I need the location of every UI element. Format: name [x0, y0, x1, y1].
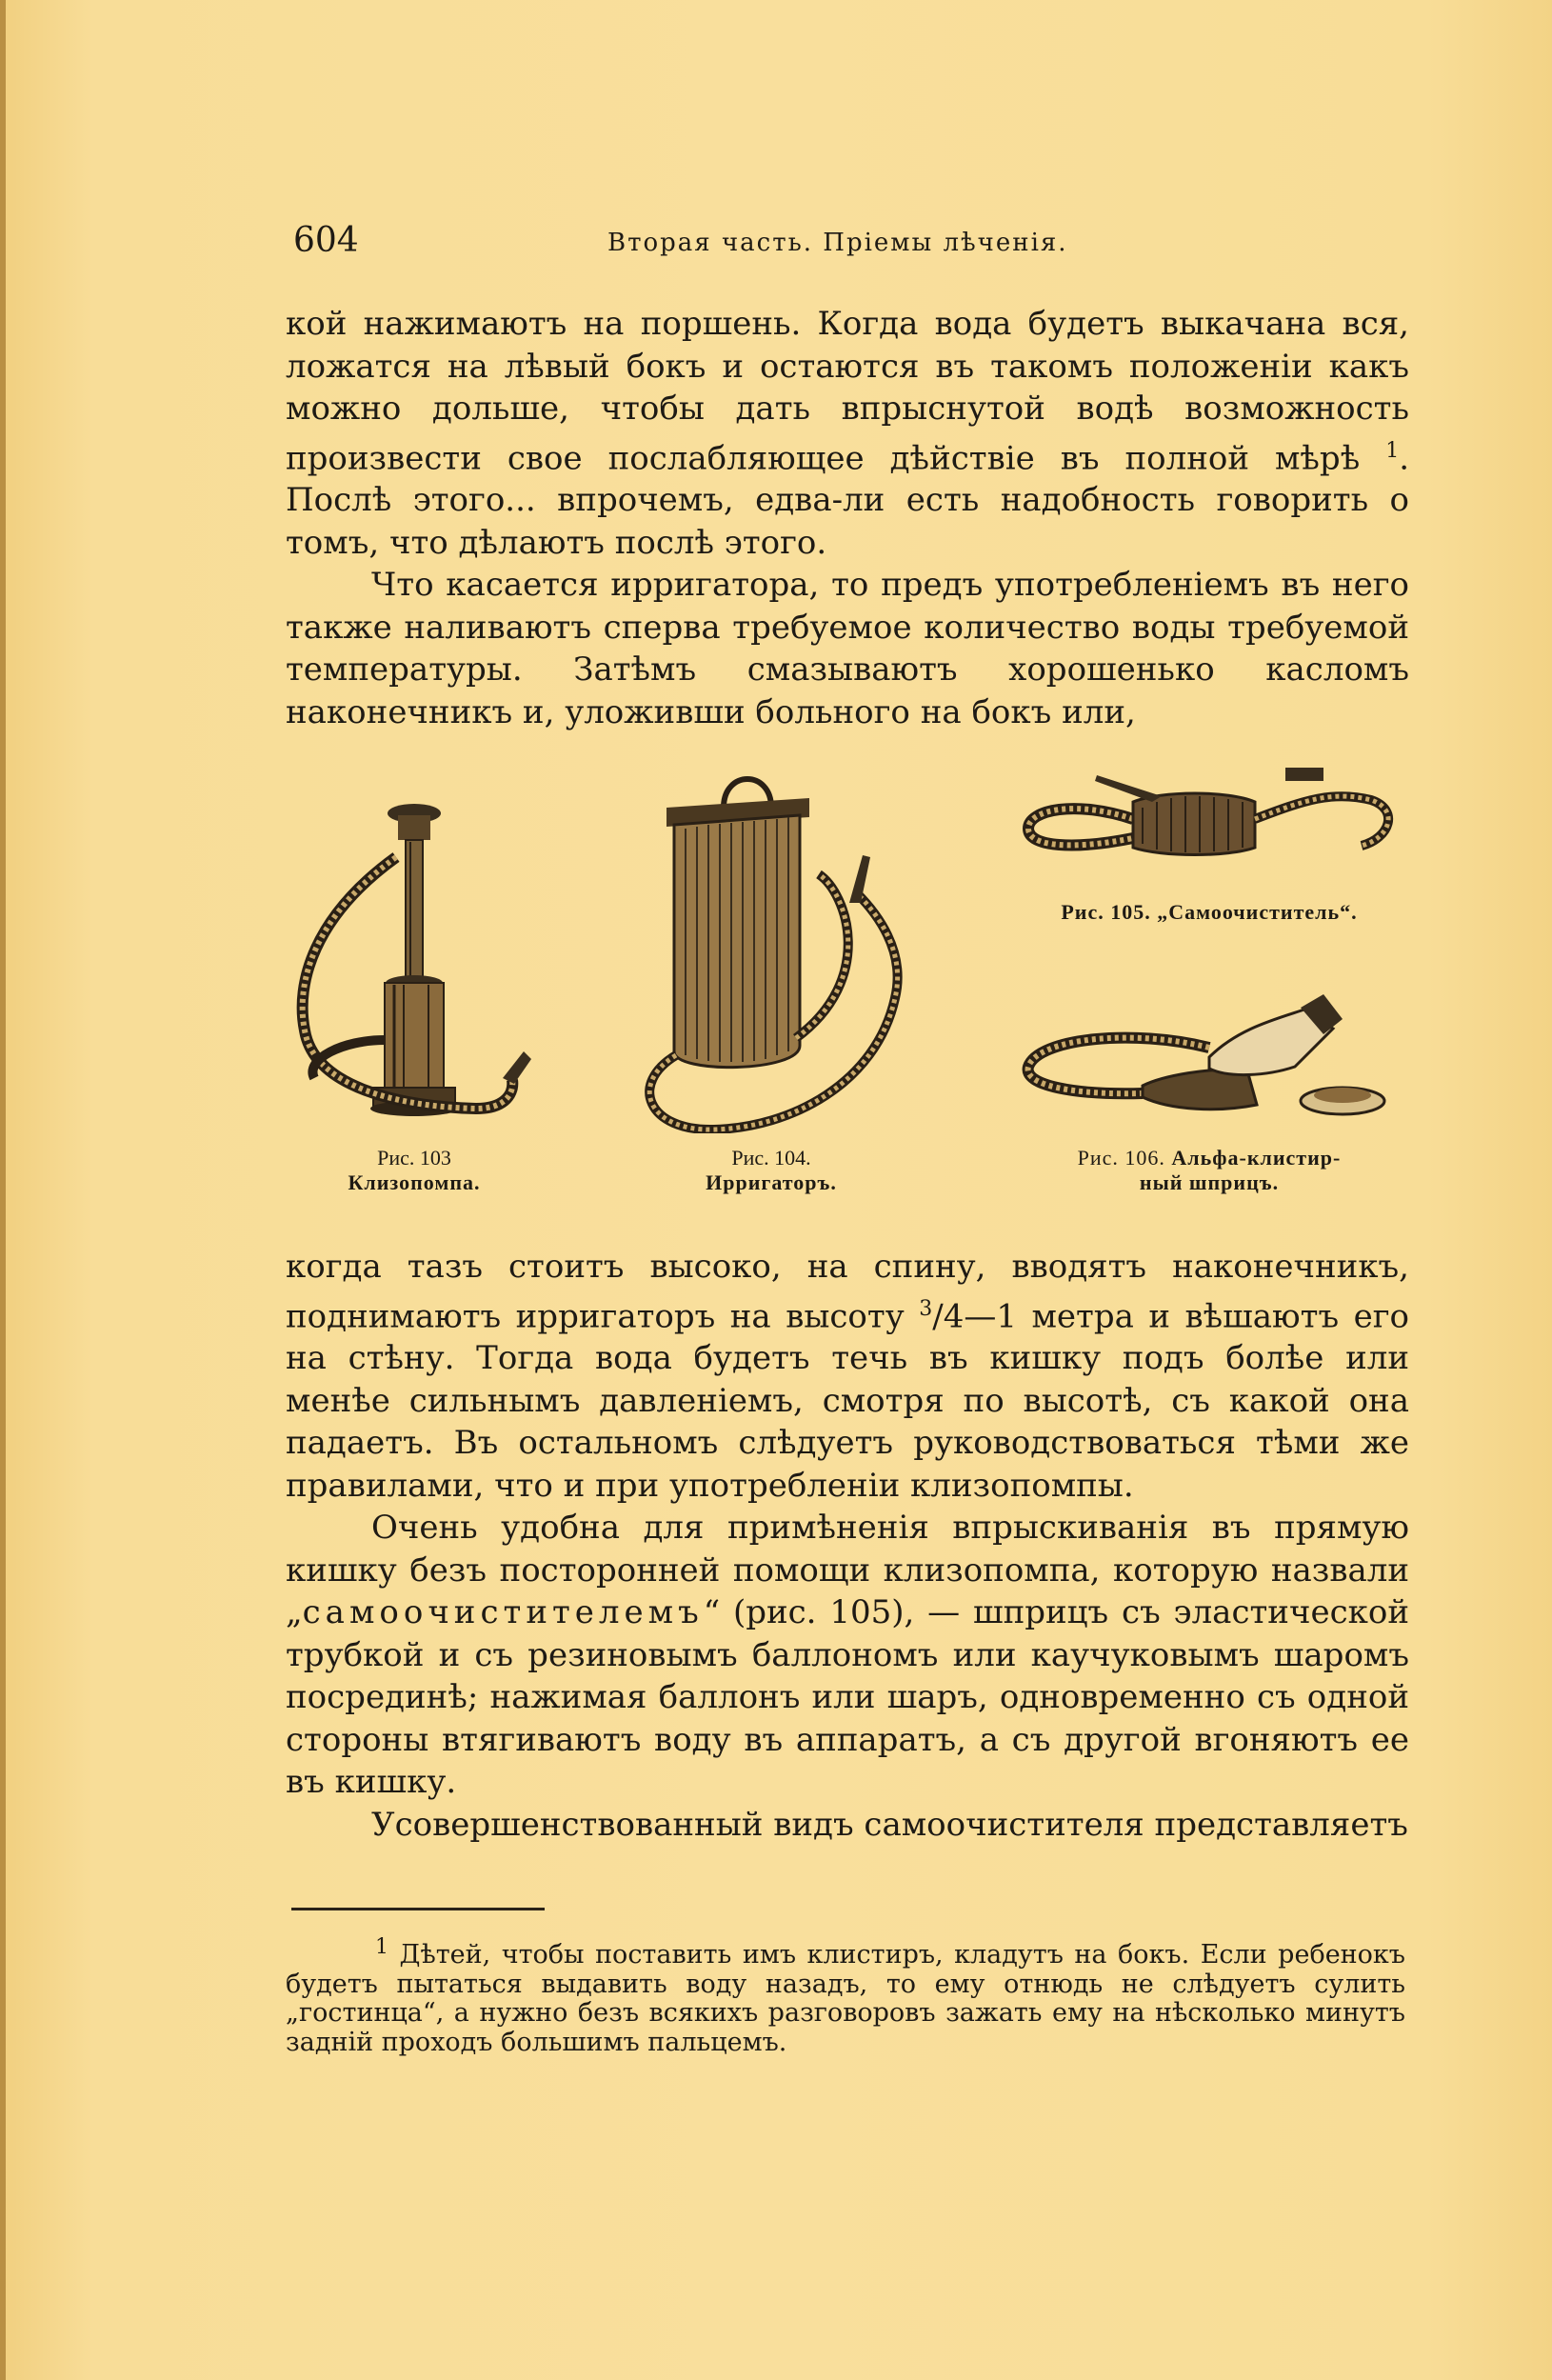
- footnote-ref[interactable]: 1: [1385, 438, 1400, 463]
- paragraph-3: когда тазъ стоитъ высоко, на спину, вводятъ наконечникъ, поднимаютъ ирригаторъ на высоту $^3$/4—1 метра и вѣшаютъ его на стѣну. Тогда вода будетъ течь въ кишку подъ болѣе или менѣе сильнымъ давленіемъ, смотря по высотѣ, съ какой она падаетъ. Въ остальномъ слѣдуетъ руководствоваться тѣми же правилами, что и при употребленіи клизопомпы.: [286, 1248, 1410, 1505]
- enema-pump-illustration: [286, 802, 543, 1126]
- running-header: [284, 215, 1407, 272]
- figure-104-caption: Рис. 104. Ирригаторъ.: [706, 1146, 837, 1194]
- irrigator-illustration: [628, 770, 914, 1133]
- figure-106-caption: Рис. 106. Альфа-клистир- ный шприцъ.: [1077, 1146, 1342, 1194]
- paragraph-1: кой нажимаютъ на поршень. Когда вода будетъ выкачана вся, ложатся на лѣвый бокъ и остаются въ такомъ положеніи какъ можно дольше, чтобы дать впрыснутой водѣ возможность произвести свое послабляющее дѣйствіе въ полной мѣрѣ $^1$. Послѣ этого... впрочемъ, едва-ли есть надобность говорить о томъ, что дѣлаютъ послѣ этого.: [286, 305, 1410, 562]
- footnote-divider: [291, 1908, 545, 1910]
- text-block-bottom: [286, 1246, 1409, 1846]
- paragraph-5: Усовершенствованный видъ самоочистителя представляетъ: [371, 1805, 1408, 1844]
- footnote-marker: 1: [375, 1935, 388, 1959]
- running-title: Вторая часть. Пріемы лѣченія.: [607, 229, 1068, 257]
- figure-103-caption: Рис. 103 Клизопомпа.: [348, 1146, 481, 1194]
- self-cleaner-illustration: [1019, 762, 1400, 886]
- paragraph-2: Что касается ирригатора, то предъ употребленіемъ въ него также наливаютъ сперва требуемое количество воды требуемой температуры. Затѣмъ смазываютъ хорошенько касломъ наконечникъ и, уложивши больного на бокъ или,: [286, 566, 1409, 731]
- spaced-term: самоочистителемъ: [302, 1593, 704, 1632]
- text-block-top: [286, 303, 1409, 733]
- alpha-syringe-illustration: [1019, 990, 1400, 1133]
- paragraph-4: Очень удобна для примѣненія впрыскиванія въ прямую кишку безъ посторонней помощи клизопомпа, которую назвали „самоочистителемъ“ (рис. 105), — шприцъ съ эластической трубкой и съ резиновымъ баллономъ или каучуковымъ шаромъ посрединѣ; нажимая баллонъ или шаръ, одновременно съ одной стороны втягиваютъ воду въ аппаратъ, а съ другой вгоняютъ ее въ кишку.: [286, 1509, 1409, 1802]
- footnote: $^1$ Дѣтей, чтобы поставить имъ клистиръ, кладутъ на бокъ. Если ребенокъ будетъ пытаться выдавить воду назадъ, то ему отнюдь не слѣдуетъ сулить „гостинца“, а нужно безъ всякихъ разговоровъ зажать ему на нѣсколько минутъ задній проходъ большимъ пальцемъ.: [286, 1935, 1405, 2057]
- page-edge-shadow: [0, 0, 6, 2380]
- figure-105-caption: Рис. 105. „Самоочиститель“.: [1061, 900, 1358, 924]
- page-number: 604: [293, 221, 359, 260]
